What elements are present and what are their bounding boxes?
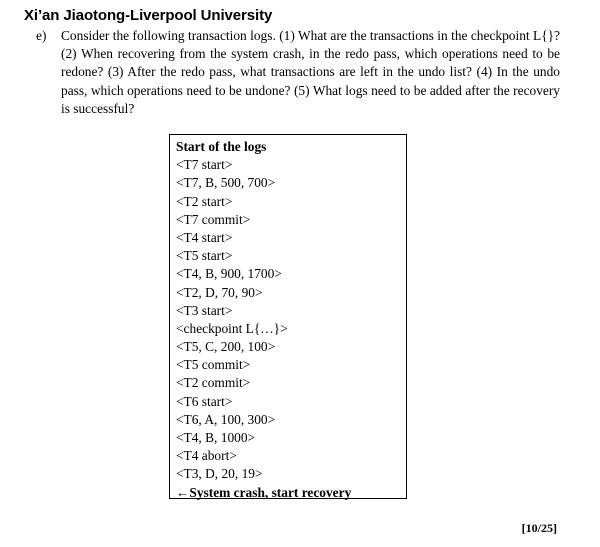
university-header: Xi’an Jiaotong-Liverpool University	[24, 7, 273, 24]
log-entry: <T5 commit>	[176, 357, 251, 373]
log-entry: <T7 commit>	[176, 211, 251, 227]
left-arrow-icon: ←	[176, 484, 190, 500]
log-entry: <T6, A, 100, 300>	[176, 411, 276, 427]
log-entry: <T2 start>	[176, 193, 233, 209]
log-entry: <T4 start>	[176, 229, 233, 245]
log-entry: <T5 start>	[176, 248, 233, 264]
question-text: Consider the following transaction logs. (1) What are the transactions in the checkpoint L{}? (2) When recovering from the system crash, in the redo pass, which operations need to be redone? (3) After the redo pass, what transactions are left in the undo list? (4) In the undo pass, which operations need to be undone? (5) What logs need to be added after the recovery is successful?	[61, 28, 560, 116]
log-entry-checkpoint: <checkpoint L{…}>	[176, 320, 288, 336]
log-entry: <T4, B, 900, 1700>	[176, 266, 282, 282]
log-entry: <T7, B, 500, 700>	[176, 175, 276, 191]
question-marker: e)	[36, 28, 47, 43]
system-crash-text: System crash, start recovery	[189, 484, 352, 500]
log-entry: <T3 start>	[176, 302, 233, 318]
log-entry: <T2 commit>	[176, 375, 251, 391]
log-entry: <T7 start>	[176, 157, 233, 173]
system-crash-line	[176, 484, 406, 502]
transaction-log-box	[169, 134, 407, 499]
log-entry: <T4, B, 1000>	[176, 430, 256, 445]
log-entry: <T2, D, 70, 90>	[176, 284, 263, 300]
question-e	[36, 27, 560, 118]
log-title: Start of the logs	[176, 139, 267, 154]
page-number: [10/25]	[521, 521, 557, 535]
log-entry: <T5, C, 200, 100>	[176, 339, 276, 355]
log-entry: <T6 start>	[176, 393, 233, 409]
log-entry: <T3, D, 20, 19>	[176, 466, 263, 482]
log-entry: <T4 abort>	[176, 448, 237, 464]
